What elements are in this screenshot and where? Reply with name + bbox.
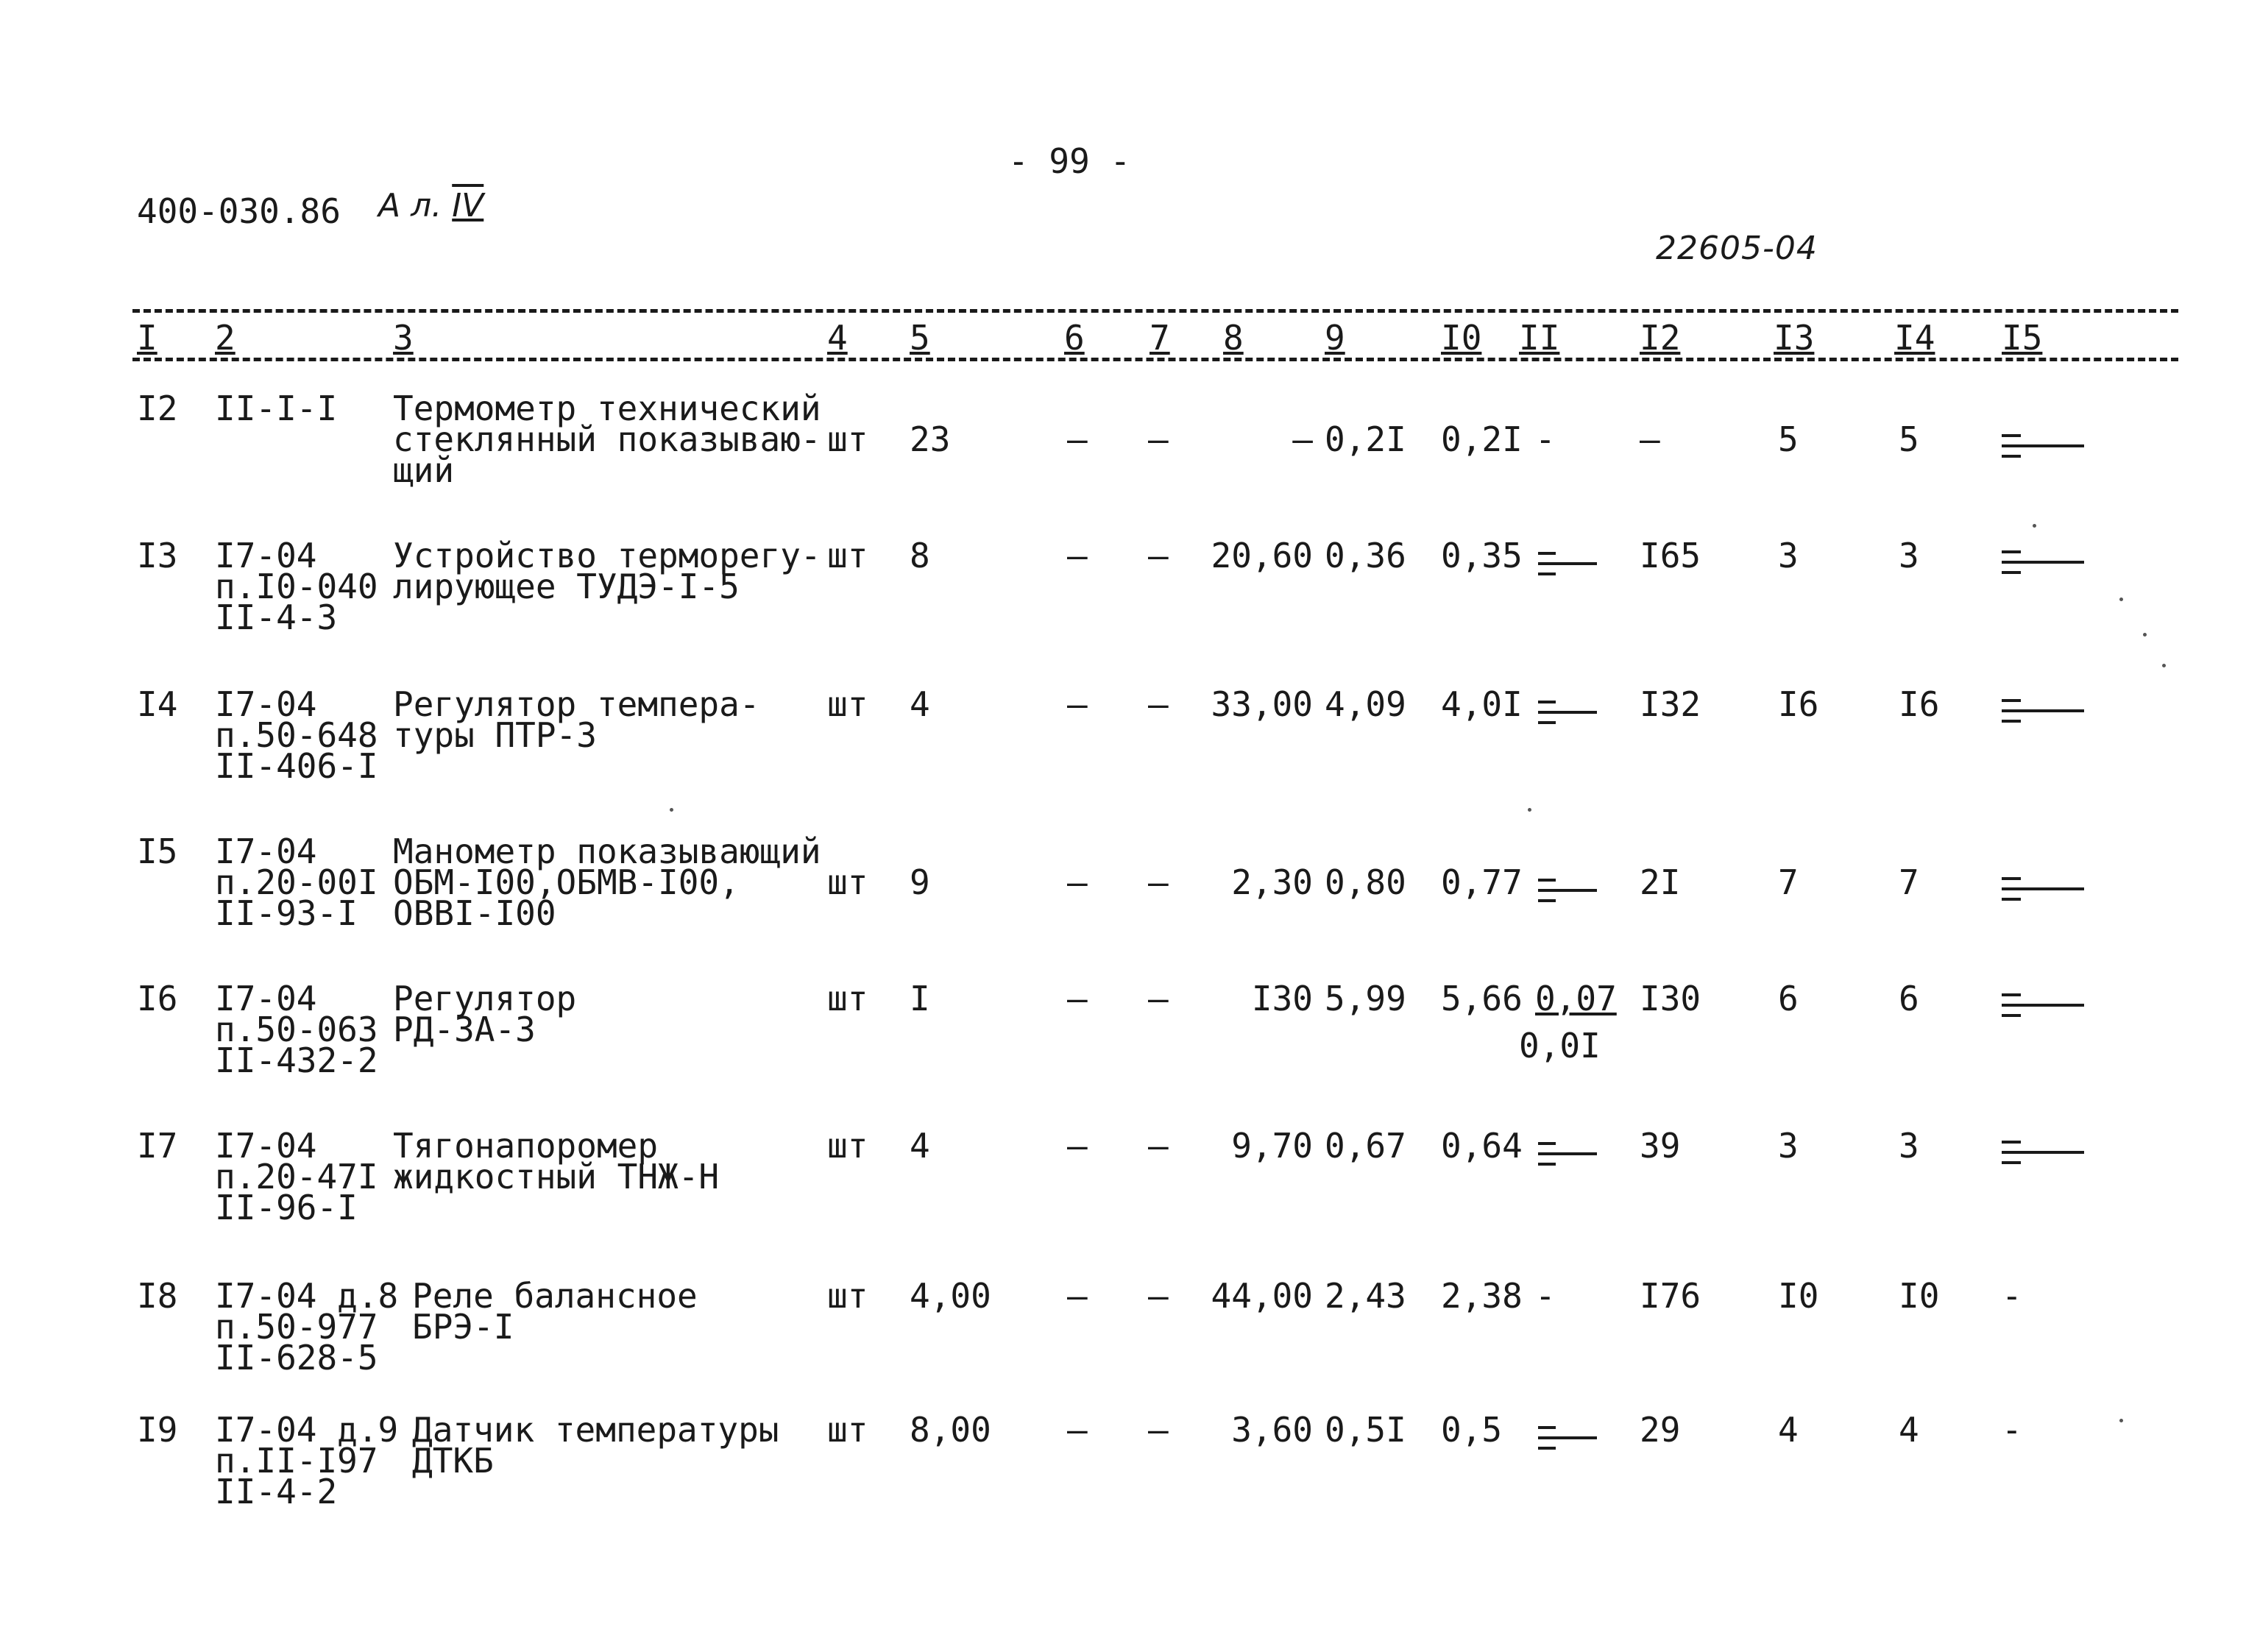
row-code-line: I7-04: [215, 1126, 317, 1166]
row-col-9: 2,43: [1325, 1276, 1406, 1316]
column-header: I: [137, 318, 157, 358]
page-number: - 99 -: [1008, 141, 1131, 181]
row-name-line: РД-3А-3: [393, 1010, 536, 1049]
row-col-13: 3: [1778, 1126, 1799, 1166]
scan-speck: [670, 808, 673, 812]
column-header: II: [1519, 318, 1560, 358]
row-col-8: 2,30: [1231, 862, 1313, 902]
row-col-15-mark: [2002, 444, 2084, 447]
row-code-line: I7-04: [215, 979, 317, 1018]
row-name-line: Термометр технический: [393, 389, 821, 428]
row-code-line: II-406-I: [215, 746, 378, 786]
row-col-15-mark: [2002, 993, 2021, 996]
row-number: I6: [137, 979, 178, 1018]
row-col-9: 4,09: [1325, 684, 1406, 724]
row-unit: шт: [827, 1126, 868, 1166]
row-col-13: 6: [1778, 979, 1799, 1018]
row-col-15: -: [2002, 1276, 2022, 1316]
row-col-15-mark: [2002, 720, 2021, 723]
table-top-rule: [132, 309, 2178, 313]
row-number: I3: [137, 536, 178, 575]
row-col-9: 0,2I: [1325, 419, 1406, 459]
row-code-line: I7-04: [215, 832, 317, 871]
row-col-15: -: [2002, 1410, 2022, 1450]
row-col-14: I6: [1899, 684, 1940, 724]
row-col-11-mark: [1538, 711, 1597, 714]
row-col-12: I76: [1640, 1276, 1701, 1316]
row-col-11-mark: [1538, 1152, 1597, 1155]
row-name-line: Реле балансное: [412, 1276, 698, 1316]
row-code-line: II-93-I: [215, 893, 358, 933]
row-code-line: I7-04: [215, 536, 317, 575]
row-col-10: 4,0I: [1441, 684, 1523, 724]
row-col-8: 44,00: [1211, 1276, 1313, 1316]
row-name-line: ДТКБ: [412, 1441, 494, 1481]
row-col-6: –: [1067, 419, 1088, 459]
row-unit: шт: [827, 419, 868, 459]
row-number: I5: [137, 832, 178, 871]
row-col-13: 5: [1778, 419, 1799, 459]
row-col-7: –: [1148, 979, 1169, 1018]
row-name-line: Регулятор: [393, 979, 577, 1018]
row-unit: шт: [827, 1276, 868, 1316]
row-col-12: –: [1640, 419, 1660, 459]
row-number: I4: [137, 684, 178, 724]
row-name-line: ОВВI-I00: [393, 893, 556, 933]
row-code-line: п.50-977: [215, 1307, 378, 1347]
row-number: I2: [137, 389, 178, 428]
archive-number: 22605-04: [1656, 230, 1818, 267]
row-col-9: 0,67: [1325, 1126, 1406, 1166]
column-header: 9: [1325, 318, 1345, 358]
row-col-8: I30: [1251, 979, 1313, 1018]
row-col-14: 3: [1899, 1126, 1919, 1166]
row-col-15-mark: [2002, 434, 2021, 437]
row-name-line: Устройство терморегу-: [393, 536, 821, 575]
row-col-7: –: [1148, 536, 1169, 575]
row-col-7: –: [1148, 1410, 1169, 1450]
row-name-line: Тягонапоромер: [393, 1126, 659, 1166]
row-col-9: 0,36: [1325, 536, 1406, 575]
scan-speck: [2143, 633, 2147, 637]
row-col-6: –: [1067, 684, 1088, 724]
row-col-14: 4: [1899, 1410, 1919, 1450]
row-name-line: щий: [393, 450, 455, 490]
row-col-8: 3,60: [1231, 1410, 1313, 1450]
row-col-15-mark: [2002, 877, 2021, 880]
row-unit: шт: [827, 979, 868, 1018]
row-col-10: 5,66: [1441, 979, 1523, 1018]
column-header: 6: [1064, 318, 1085, 358]
row-col-10: 2,38: [1441, 1276, 1523, 1316]
row-col-12: 39: [1640, 1126, 1681, 1166]
row-col-11-mark: [1538, 562, 1597, 565]
row-col-13: 4: [1778, 1410, 1799, 1450]
row-quantity: 4: [910, 684, 930, 724]
column-header: I0: [1441, 318, 1482, 358]
row-col-13: 7: [1778, 862, 1799, 902]
row-code-line: п.I0-040: [215, 567, 378, 606]
column-header: I3: [1774, 318, 1815, 358]
row-col-8: 20,60: [1211, 536, 1313, 575]
row-col-10: 0,5: [1441, 1410, 1503, 1450]
row-col-11: -: [1535, 419, 1556, 459]
column-header: 3: [393, 318, 414, 358]
row-code-line: I7-04 д.8: [215, 1276, 399, 1316]
row-col-7: –: [1148, 1276, 1169, 1316]
table-head-rule: [132, 358, 2178, 361]
row-col-15-mark: [2002, 561, 2084, 564]
row-code-line: I7-04: [215, 684, 317, 724]
row-code-line: п.50-648: [215, 715, 378, 755]
row-col-15-mark: [2002, 898, 2021, 901]
row-quantity: 8,00: [910, 1410, 991, 1450]
row-col-11-mark: [1538, 899, 1556, 902]
row-col-11-sub: 0,0I: [1519, 1026, 1601, 1066]
row-col-14: 7: [1899, 862, 1919, 902]
row-col-8: 9,70: [1231, 1126, 1313, 1166]
row-name-line: жидкостный ТНЖ-Н: [393, 1157, 720, 1197]
row-col-12: 2I: [1640, 862, 1681, 902]
row-code-line: II-96-I: [215, 1188, 358, 1227]
row-col-7: –: [1148, 1126, 1169, 1166]
row-code-line: I7-04 д.9: [215, 1410, 399, 1450]
row-quantity: 4: [910, 1126, 930, 1166]
row-col-11-mark: [1538, 1436, 1597, 1439]
document-code: 400-030.86: [137, 191, 341, 231]
row-col-11-mark: [1538, 1426, 1556, 1429]
row-col-11-mark: [1538, 572, 1556, 575]
row-col-11-mark: [1538, 889, 1597, 892]
row-col-12: I30: [1640, 979, 1701, 1018]
row-unit: шт: [827, 862, 868, 902]
row-col-6: –: [1067, 1410, 1088, 1450]
row-name-line: БРЭ-I: [412, 1307, 514, 1347]
row-col-15-mark: [2002, 887, 2084, 890]
row-col-10: 0,77: [1441, 862, 1523, 902]
row-col-14: 3: [1899, 536, 1919, 575]
column-header: 4: [827, 318, 848, 358]
row-code-line: п.20-00I: [215, 862, 378, 902]
row-col-9: 0,80: [1325, 862, 1406, 902]
row-code-line: II-4-2: [215, 1472, 338, 1511]
row-col-11: 0,07: [1535, 979, 1617, 1018]
scan-speck: [2162, 664, 2166, 667]
column-header: 8: [1223, 318, 1244, 358]
row-col-13: I6: [1778, 684, 1819, 724]
row-name-line: ОБМ-I00,ОБМВ-I00,: [393, 862, 740, 902]
row-code-line: II-I-I: [215, 389, 338, 428]
row-col-12: I65: [1640, 536, 1701, 575]
row-col-11-mark: [1538, 1163, 1556, 1166]
row-col-11-mark: [1538, 721, 1556, 724]
column-header: 2: [215, 318, 235, 358]
row-code-line: II-4-3: [215, 598, 338, 637]
row-name-line: Регулятор темпера-: [393, 684, 760, 724]
row-col-14: 5: [1899, 419, 1919, 459]
row-name-line: Датчик температуры: [412, 1410, 779, 1450]
row-col-7: –: [1148, 419, 1169, 459]
row-unit: шт: [827, 684, 868, 724]
row-code-line: п.20-47I: [215, 1157, 378, 1197]
scan-speck: [1528, 808, 1531, 812]
row-col-12: 29: [1640, 1410, 1681, 1450]
row-quantity: I: [910, 979, 930, 1018]
row-col-13: 3: [1778, 536, 1799, 575]
row-col-9: 5,99: [1325, 979, 1406, 1018]
scan-speck: [2119, 1419, 2123, 1422]
row-col-6: –: [1067, 862, 1088, 902]
row-col-10: 0,35: [1441, 536, 1523, 575]
row-col-6: –: [1067, 1276, 1088, 1316]
row-code-line: II-432-2: [215, 1041, 378, 1080]
row-name-line: стеклянный показываю-: [393, 419, 821, 459]
row-quantity: 4,00: [910, 1276, 991, 1316]
row-col-11-mark: [1538, 879, 1556, 882]
row-number: I9: [137, 1410, 178, 1450]
row-col-15-mark: [2002, 1014, 2021, 1017]
row-unit: шт: [827, 536, 868, 575]
row-col-15-mark: [2002, 550, 2021, 553]
row-code-line: II-628-5: [215, 1338, 378, 1378]
row-col-15-mark: [2002, 571, 2021, 574]
row-col-15-mark: [2002, 1004, 2084, 1007]
row-col-7: –: [1148, 684, 1169, 724]
row-col-15-mark: [2002, 699, 2021, 702]
row-col-13: I0: [1778, 1276, 1819, 1316]
row-name-line: лирующее ТУДЭ-I-5: [393, 567, 740, 606]
row-name-line: туры ПТР-3: [393, 715, 597, 755]
column-header: 7: [1150, 318, 1170, 358]
row-col-9: 0,5I: [1325, 1410, 1406, 1450]
row-col-14: 6: [1899, 979, 1919, 1018]
sheet-mark: [378, 187, 483, 224]
row-col-11-mark: [1538, 552, 1556, 555]
row-col-8: –: [1292, 419, 1313, 459]
scan-speck: [2119, 598, 2123, 601]
row-quantity: 8: [910, 536, 930, 575]
row-col-15-mark: [2002, 1151, 2084, 1154]
row-col-6: –: [1067, 536, 1088, 575]
row-col-10: 0,64: [1441, 1126, 1523, 1166]
column-header: I5: [2002, 318, 2043, 358]
row-col-15-mark: [2002, 709, 2084, 712]
row-col-11: -: [1535, 1276, 1556, 1316]
sheet-roman: IV: [452, 187, 484, 224]
row-quantity: 23: [910, 419, 951, 459]
column-header: 5: [910, 318, 930, 358]
row-col-11-mark: [1538, 1447, 1556, 1450]
row-col-8: 33,00: [1211, 684, 1313, 724]
row-quantity: 9: [910, 862, 930, 902]
scan-speck: [2033, 524, 2036, 528]
row-col-15-mark: [2002, 1141, 2021, 1144]
row-code-line: п.II-I97: [215, 1441, 378, 1481]
row-number: I8: [137, 1276, 178, 1316]
row-col-6: –: [1067, 979, 1088, 1018]
column-header: I2: [1640, 318, 1681, 358]
row-col-11-mark: [1538, 1142, 1556, 1145]
column-header: I4: [1894, 318, 1935, 358]
row-col-6: –: [1067, 1126, 1088, 1166]
row-col-10: 0,2I: [1441, 419, 1523, 459]
row-unit: шт: [827, 1410, 868, 1450]
row-col-14: I0: [1899, 1276, 1940, 1316]
row-col-11-mark: [1538, 701, 1556, 703]
row-col-15-mark: [2002, 455, 2021, 458]
sheet-prefix: А л.: [378, 187, 442, 224]
row-name-line: Манометр показывающий: [393, 832, 821, 871]
row-number: I7: [137, 1126, 178, 1166]
row-col-7: –: [1148, 862, 1169, 902]
row-col-12: I32: [1640, 684, 1701, 724]
row-col-15-mark: [2002, 1161, 2021, 1164]
row-code-line: п.50-063: [215, 1010, 378, 1049]
